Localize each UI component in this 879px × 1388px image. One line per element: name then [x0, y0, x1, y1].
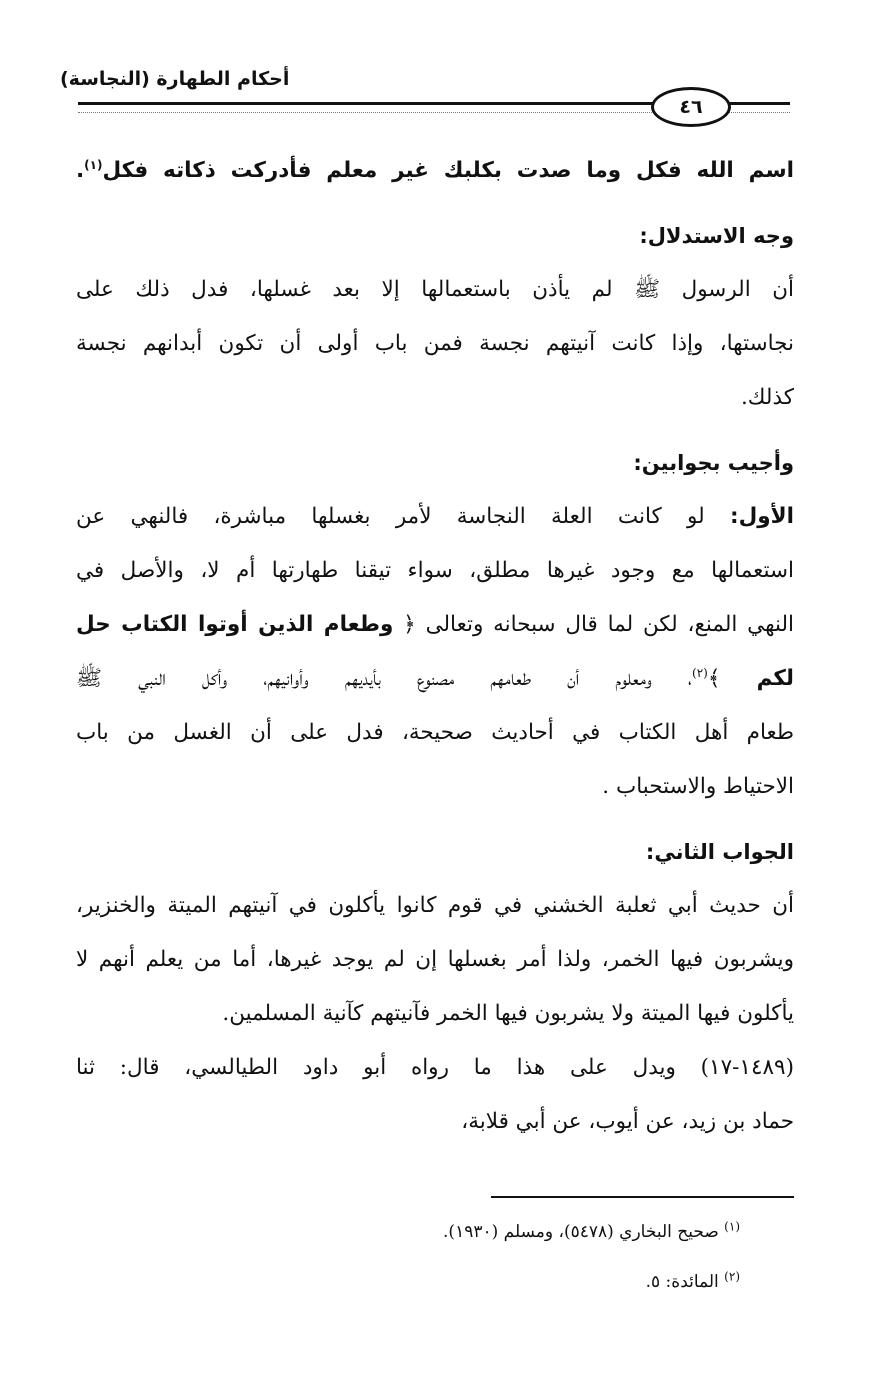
text-line: استعمالها مع وجود غيرها مطلق، سواء تيقنا طهارتها أم لا، والأصل في: [76, 558, 794, 583]
text-span: ، ومعلوم أن طعامهم مصنوع بأيديهم وأوانيهم، وأكل النبي ﷺ: [76, 666, 693, 691]
footnote-marker: (١): [724, 1219, 740, 1234]
text-line: [76, 652, 794, 706]
quran-quote: وطعام الذين أوتوا الكتاب حل: [76, 612, 394, 637]
section-heading: وأجيب بجوابين:: [633, 451, 794, 475]
footnote: [300, 1216, 740, 1248]
quran-quote: لكم: [756, 666, 794, 691]
footnotes: [300, 1216, 740, 1316]
text-span: لو كانت العلة النجاسة لأمر بغسلها مباشرة، فالنهي عن: [76, 504, 730, 529]
footnote-marker: (٢): [724, 1269, 740, 1284]
body-text: [76, 144, 794, 1149]
text-line: (١٤٨٩-١٧) ويدل على هذا ما رواه أبو داود الطيالسي، قال: ثنا: [76, 1055, 794, 1080]
text-line: يأكلون فيها الميتة ولا يشربون فيها الخمر فآنيتهم كآنية المسلمين.: [222, 1001, 794, 1026]
text-line: أن الرسول ﷺ لم يأذن باستعمالها إلا بعد غسلها، فدل ذلك على: [76, 277, 794, 302]
footnote: [300, 1266, 740, 1298]
footnote-ref: (٢): [692, 665, 708, 680]
text-line: أن حديث أبي ثعلبة الخشني في قوم كانوا يأكلون في آنيتهم الميتة والخنزير،: [76, 893, 794, 918]
text-line: كذلك.: [740, 385, 794, 410]
section-heading: وجه الاستدلال:: [639, 224, 794, 248]
text-span: .: [76, 158, 85, 183]
page-number: ٤٦: [651, 87, 731, 127]
section-heading: الجواب الثاني:: [645, 840, 794, 864]
text-line: [76, 490, 794, 544]
footnote-rule: [491, 1196, 794, 1198]
text-line: حماد بن زيد، عن أيوب، عن أبي قلابة،: [461, 1109, 794, 1134]
answer-label: الأول:: [730, 504, 794, 529]
running-title: أحكام الطهارة (النجاسة): [60, 68, 290, 90]
text-span: ﴾: [707, 666, 757, 691]
text-line: ويشربون فيها الخمر، ولذا أمر بغسلها إن لم يوجد غيرها، أما من يعلم أنهم لا: [76, 947, 794, 972]
text-span: النهي المنع، لكن لما قال سبحانه وتعالى ﴿: [393, 612, 794, 637]
text-line: طعام أهل الكتاب في أحاديث صحيحة، فدل على أن الغسل من باب: [76, 720, 794, 745]
footnote-text: صحيح البخاري (٥٤٧٨)، ومسلم (١٩٣٠).: [443, 1222, 719, 1242]
footnote-ref: (١): [84, 157, 103, 172]
text-span: اسم الله فكل وما صدت بكلبك غير معلم فأدركت ذكاته فكل: [102, 158, 794, 183]
footnote-text: المائدة: ٥.: [645, 1272, 719, 1292]
text-line: [76, 144, 794, 198]
text-line: [76, 598, 794, 652]
text-line: الاحتياط والاستحباب .: [602, 774, 794, 799]
text-line: نجاستها، وإذا كانت آنيتهم نجسة فمن باب أولى أن تكون أبدانهم نجسة: [76, 331, 794, 356]
